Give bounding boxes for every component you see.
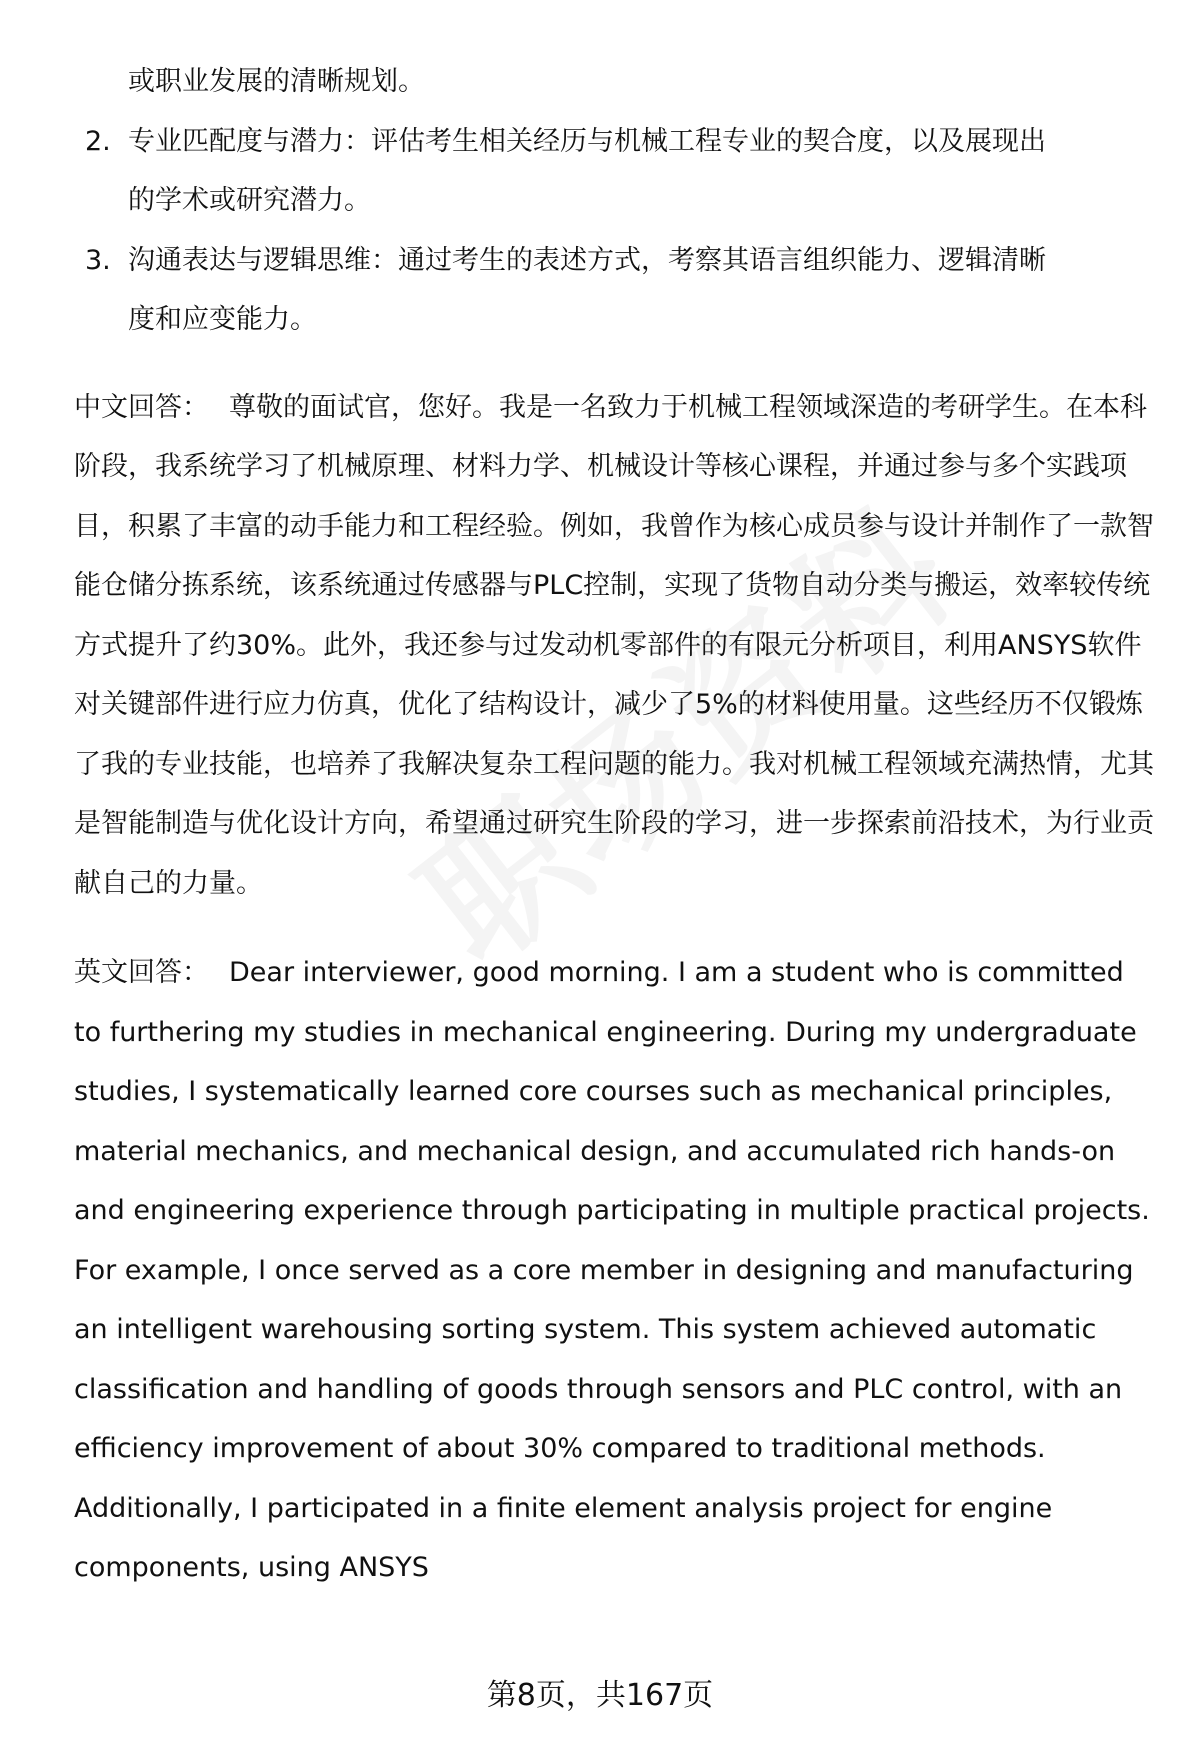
chinese-answer-paragraph (74, 378, 1154, 914)
english-answer-paragraph (74, 943, 1154, 1598)
page-number: 第8页，共167页 (486, 1678, 714, 1713)
criteria-continuation: 的学术或研究潜力。 (128, 185, 371, 216)
criteria-text: 专业匹配度与潜力：评估考生相关经历与机械工程专业的契合度，以及展现出 (128, 125, 1046, 157)
page-footer (0, 1676, 1200, 1716)
english-answer-label: 英文回答： (74, 957, 209, 988)
criteria-item-3 (74, 231, 1154, 291)
criteria-text: 沟通表达与逻辑思维：通过考生的表述方式，考察其语言组织能力、逻辑清晰 (128, 244, 1046, 276)
english-answer-text: Dear interviewer, good morning. I am a student who is committed to furthering my studies in mechanical engineering. During my undergraduate studies, I systematically learned core courses such as mechanical principles, material mechanics, and mechanical design, and accumulated rich hands-on and engineering experience through participating in multiple practical projects. For example, I once served as a core member in designing and manufacturing an intelligent warehousing sorting system. This system achieved automatic classification and handling of goods through sensors and PLC control, with an efficiency improvement of about 30% compared to traditional methods. Additionally, I participated in a finite element analysis project for engine components, using ANSYS (74, 957, 1150, 1583)
chinese-answer-text: 尊敬的面试官，您好。我是一名致力于机械工程领域深造的考研学生。在本科阶段，我系统学习了机械原理、材料力学、机械设计等核心课程，并通过参与多个实践项目，积累了丰富的动手能力和工程经验。例如，我曾作为核心成员参与设计并制作了一款智能仓储分拣系统，该系统通过传感器与PLC控制，实现了货物自动分类与搬运，效率较传统方式提升了约30%。此外，我还参与过发动机零部件的有限元分析项目，利用ANSYS软件对关键部件进行应力仿真，优化了结构设计，减少了5%的材料使用量。这些经历不仅锻炼了我的专业技能，也培养了我解决复杂工程问题的能力。我对机械工程领域充满热情，尤其是智能制造与优化设计方向，希望通过研究生阶段的学习，进一步探索前沿技术，为行业贡献自己的力量。 (74, 391, 1154, 899)
chinese-answer-label: 中文回答： (74, 391, 209, 423)
criteria-continuation: 度和应变能力。 (128, 304, 317, 335)
criteria-item-2 (74, 112, 1154, 172)
page-content (74, 52, 1154, 1598)
intro-continuation: 或职业发展的清晰规划。 (128, 66, 425, 97)
criteria-number: 2. (85, 125, 111, 157)
criteria-number: 3. (85, 244, 111, 276)
